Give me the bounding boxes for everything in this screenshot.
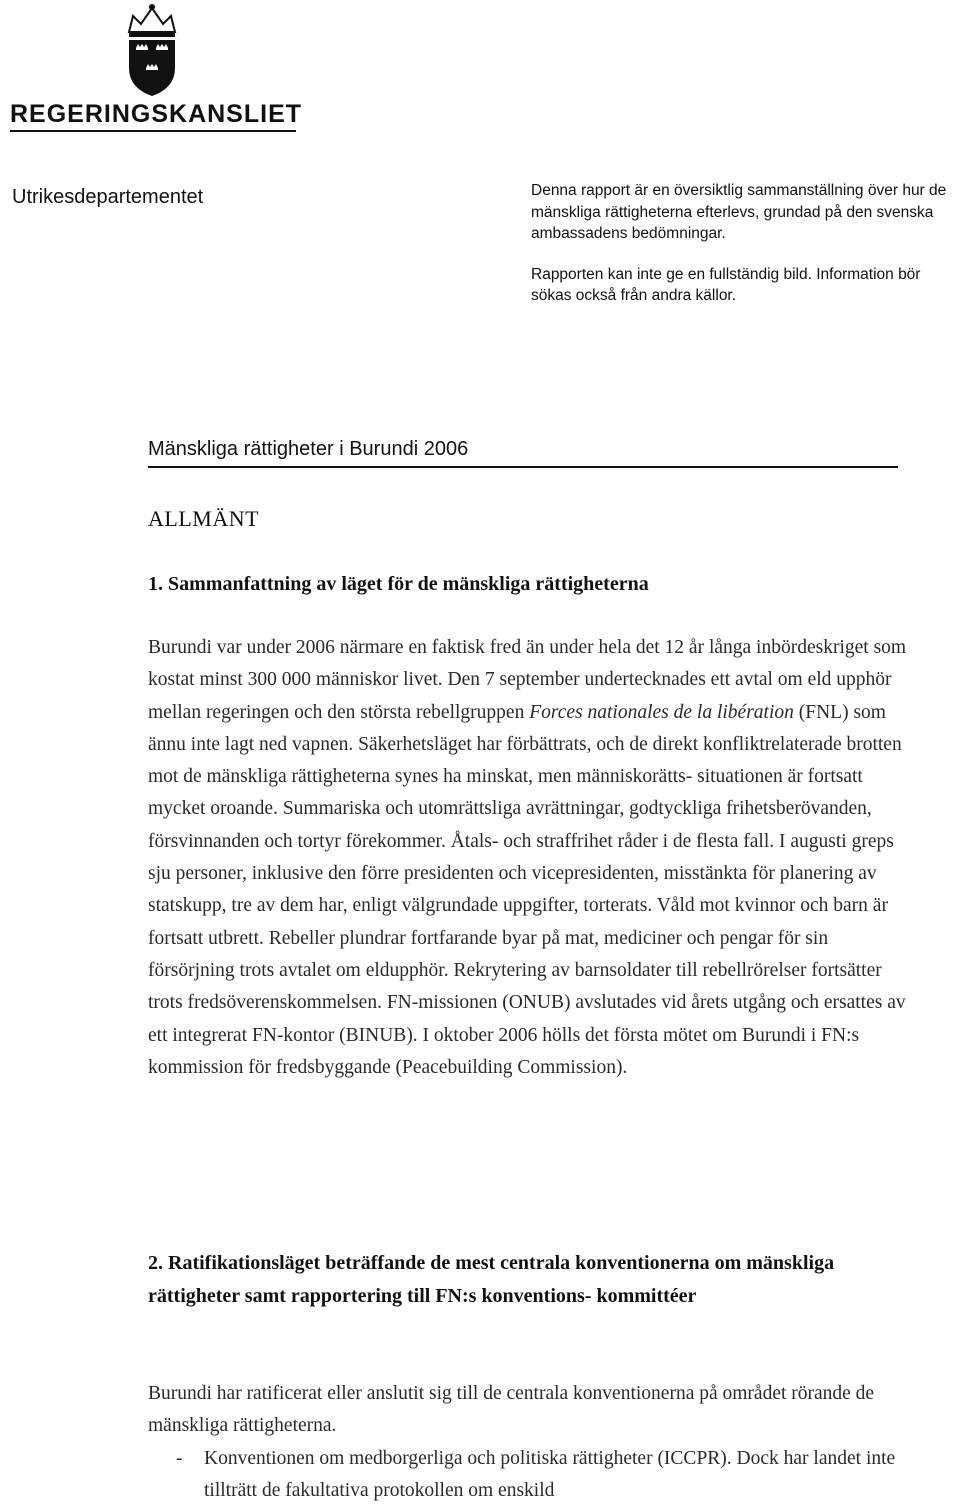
logo-underline [10,130,296,132]
disclaimer-paragraph-2: Rapporten kan inte ge en fullständig bild. Information bör sökas också från andra källor. [531,265,921,304]
crown-shield-icon [119,2,185,98]
section-1-italic-term: Forces nationales de la libération [529,701,794,723]
logo-wordmark: REGERINGSKANSLIET [10,100,303,128]
bullet-dash: - [176,1448,183,1469]
document-title: Mänskliga rättigheter i Burundi 2006 [148,438,898,468]
government-logo [6,2,303,132]
section-1-heading: 1. Sammanfattning av läget för de mänskliga rättigheterna [148,573,649,595]
section-2-heading: 2. Ratifikationsläget beträffande de mest centrala konventionerna om mänskliga rättigheter samt rapportering till FN:s konventions- kommittéer [148,1252,835,1307]
disclaimer-box [531,180,960,307]
section-1-text-b: (FNL) som ännu inte lagt ned vapnen. Säkerhetsläget har förbättrats, och de direkt konfliktrelaterade brotten mot de mänskliga rättigheterna synes ha minskat, men människorätts- situationen är fortsatt mycket oroande. Summariska och utomrättsliga avrättningar, godtyckliga frihetsberövanden, försvinnanden och tortyr förekommer. Åtals- och straffrihet råder i de flesta fall. I augusti greps sju personer, inklusive den förre presidenten och vicepresidenten, misstänkta för planering av statskupp, tre av dem har, enligt välgrundade uppgifter, torterats. Våld mot kvinnor och barn är fortsatt utbrett. Rebeller plundrar fortfarande byar på mat, mediciner och pengar för sin försörjning trots avtalet om eldupphör. Rekrytering av barnsoldater till rebellrörelser fortsätter trots fredsöverenskommelsen. FN-missionen (ONUB) avslutades vid årets utgång och ersattes av ett integrerat FN-kontor (BINUB). I oktober 2006 hölls det första mötet om Burundi i FN:s kommission för fredsbyggande (Peacebuilding Commission). [148,701,906,1078]
section-1-paragraph [148,632,908,1084]
disclaimer-paragraph-1: Denna rapport är en översiktlig sammanställning över hur de mänskliga rättigheterna efterlevs, grundad på den svenska ambassadens bedömningar. [531,182,947,242]
list-item [176,1443,916,1508]
section-2-paragraph: Burundi har ratificerat eller anslutit sig till de centrala konventionerna på området rörande de mänskliga rättigheterna. [148,1383,875,1437]
bullet-text: Konventionen om medborgerliga och politiska rättigheter (ICCPR). Dock har landet inte tillträtt de fakultativa protokollen om enskild [204,1448,896,1502]
department-name: Utrikesdepartementet [12,186,204,208]
section-1-text-a: Burundi var under 2006 närmare en faktisk fred än under hela det 12 år långa inbördeskriget som kostat minst 300 000 människor livet. Den 7 september undertecknades ett avtal om eld upphör mellan regeringen och den största rebellgruppen [148,637,907,723]
section-label: ALLMÄNT [148,506,260,531]
